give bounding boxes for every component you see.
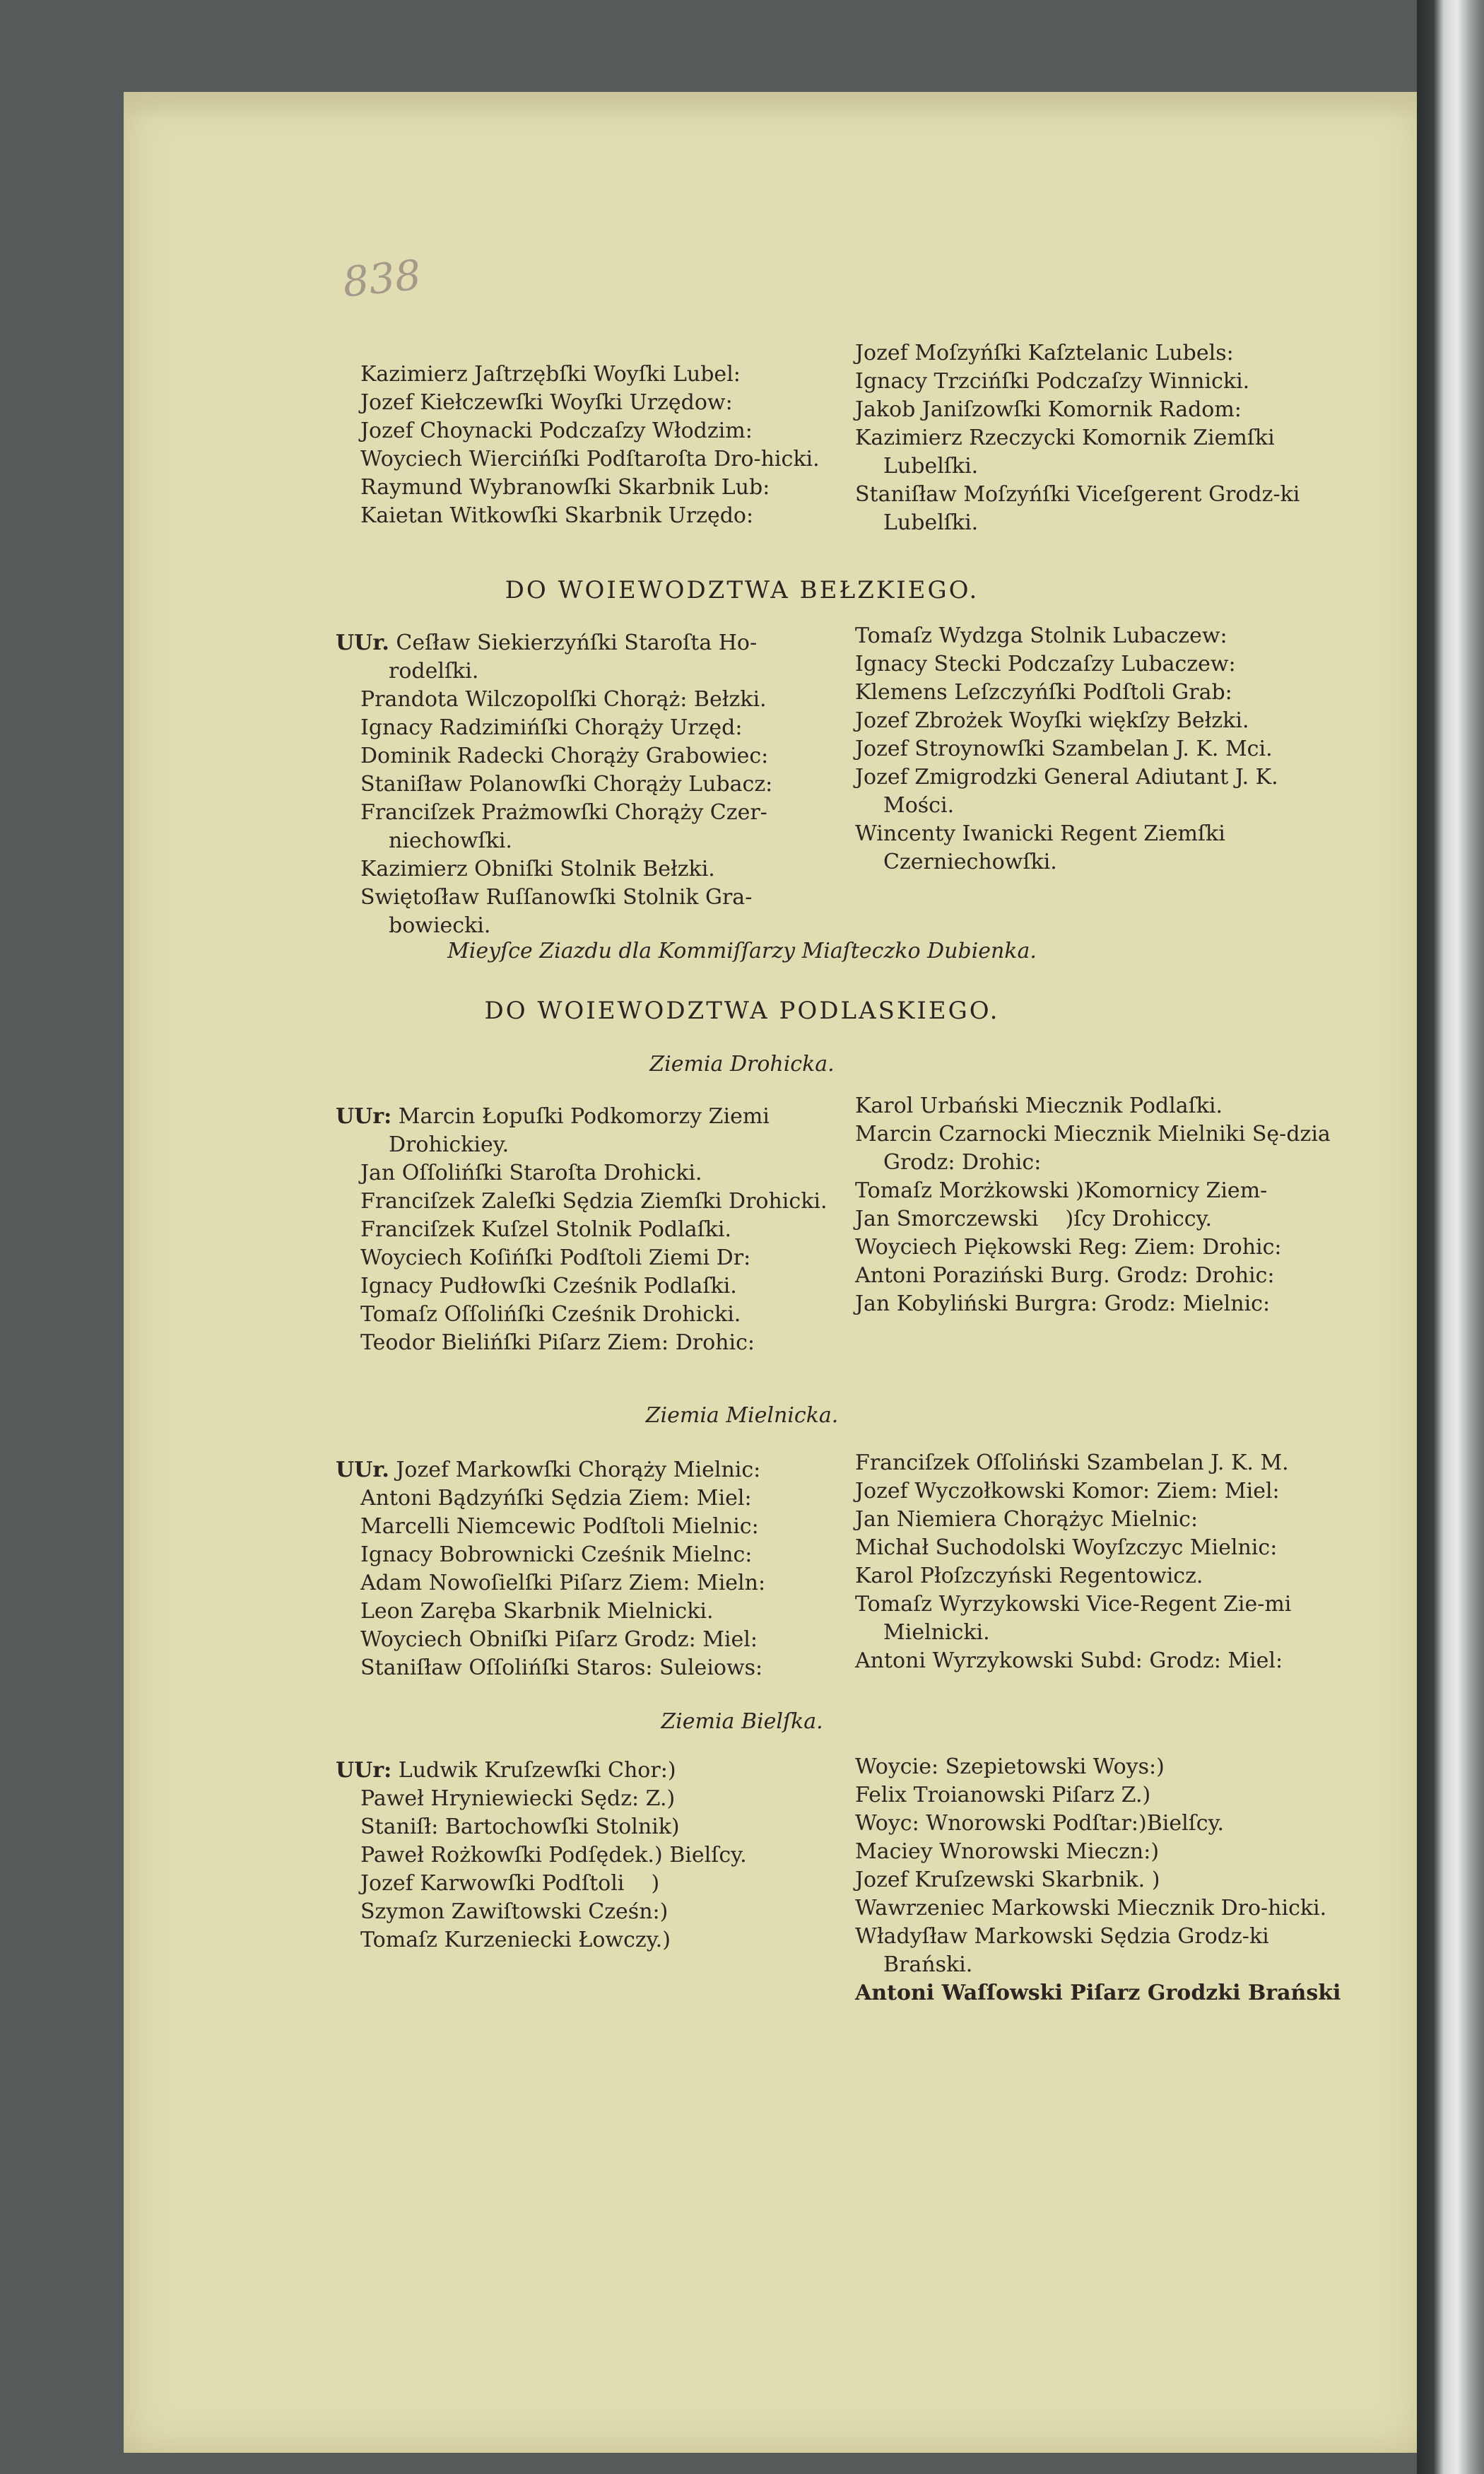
entry: Tomaſz Morżkowski )Komornicy Ziem- bbox=[855, 1178, 1268, 1203]
entry: Woyciech Obniſki Piſarz Grodz: Miel: bbox=[360, 1627, 758, 1652]
belz-left-column bbox=[336, 629, 834, 940]
mielnicka-right-column bbox=[855, 1449, 1336, 1675]
entry: Paweł Hryniewiecki Sędz: Z.) bbox=[360, 1786, 676, 1811]
entry: Antoni Waſſowski Piſarz Grodzki Brański bbox=[855, 1981, 1341, 2005]
entry: Tomaſz Wyrzykowski Vice-Regent Zie-mi Mielnicki. bbox=[855, 1592, 1292, 1645]
entry: Jan Oſſolińſki Staroſta Drohicki. bbox=[360, 1161, 702, 1185]
entry: Jozef Stroynowſki Szambelan J. K. Mci. bbox=[855, 737, 1273, 761]
prefix: UUr. bbox=[336, 631, 389, 655]
entry: Ignacy Stecki Podczaſzy Lubaczew: bbox=[855, 652, 1236, 676]
entry: Staniſław Oſſolińſki Staros: Suleiows: bbox=[360, 1655, 763, 1680]
entry: Kazimierz Rzeczycki Komornik Ziemſki Lubelſki. bbox=[855, 426, 1275, 479]
entry: Kazimierz Obniſki Stolnik Bełzki. bbox=[360, 857, 715, 881]
entry: Jozef Wyczołkowski Komor: Ziem: Miel: bbox=[855, 1479, 1280, 1503]
entry: Franciſzek Oſſoliński Szambelan J. K. M. bbox=[855, 1450, 1289, 1475]
entry: Marcelli Niemcewic Podſtoli Mielnic: bbox=[360, 1514, 759, 1539]
entry: Kaietan Witkowſki Skarbnik Urzędo: bbox=[360, 503, 754, 528]
entry: Leon Zaręba Skarbnik Mielnicki. bbox=[360, 1599, 714, 1624]
lublin-left-column bbox=[360, 360, 834, 530]
entry: Jan Niemiera Chorążyc Mielnic: bbox=[855, 1507, 1199, 1532]
belz-right-column bbox=[855, 622, 1336, 877]
entry: Jozef Moſzyńſki Kaſztelanic Lubels: bbox=[855, 341, 1234, 365]
drohicka-left-column bbox=[336, 1103, 834, 1357]
entry: Marcin Czarnocki Miecznik Mielniki Sę-dzia Grodz: Drohic: bbox=[855, 1122, 1331, 1175]
entry: Felix Troianowski Piſarz Z.) bbox=[855, 1783, 1151, 1807]
entry: Paweł Rożkowſki Podſędek.) Bielſcy. bbox=[360, 1843, 747, 1868]
subsection-title-drohicka: Ziemia Drohicka. bbox=[649, 1052, 835, 1077]
entry: Tomaſz Wydzga Stolnik Lubaczew: bbox=[855, 623, 1227, 648]
entry: Wawrzeniec Markowski Miecznik Dro-hicki. bbox=[855, 1896, 1327, 1921]
entry: Ignacy Pudłowſki Cześnik Podlaſki. bbox=[360, 1274, 737, 1298]
entry: Antoni Poraziński Burg. Grodz: Drohic: bbox=[855, 1263, 1275, 1288]
drohicka-right-column bbox=[855, 1092, 1336, 1318]
entry: Michał Suchodolski Woyſzczyc Mielnic: bbox=[855, 1535, 1278, 1560]
entry: Franciſzek Zaleſki Sędzia Ziemſki Drohicki. bbox=[360, 1189, 828, 1214]
entry: Jozef Zbrożek Woyſki więkſzy Bełzki. bbox=[855, 708, 1249, 733]
entry: Władyſław Markowski Sędzia Grodz-ki Brański. bbox=[855, 1924, 1269, 1977]
entry: Dominik Radecki Chorąży Grabowiec: bbox=[360, 744, 769, 768]
entry: Staniſł: Bartochowſki Stolnik) bbox=[360, 1815, 680, 1839]
entry: Ignacy Bobrownicki Cześnik Mielnc: bbox=[360, 1542, 753, 1567]
lublin-right-column bbox=[855, 339, 1336, 537]
mielnicka-left-column bbox=[336, 1456, 834, 1682]
prefix: UUr: bbox=[336, 1758, 392, 1783]
entry: UUr: Ludwik Kruſzewſki Chor:) bbox=[336, 1758, 676, 1783]
entry: Staniſław Polanowſki Chorąży Lubacz: bbox=[360, 772, 773, 797]
entry: Wincenty Iwanicki Regent Ziemſki Czerniechowſki. bbox=[855, 821, 1225, 874]
group-suffix: Bielſcy. bbox=[1146, 1811, 1225, 1836]
entry: Woycie: Szepietowski Woys:) bbox=[855, 1754, 1165, 1779]
group-suffix: Bielſcy. bbox=[669, 1843, 747, 1868]
entry: Jakob Janiſzowſki Komornik Radom: bbox=[855, 397, 1242, 422]
entry: Woyciech Koſińſki Podſtoli Ziemi Dr: bbox=[360, 1245, 751, 1270]
subsection-title-mielnicka: Ziemia Mielnicka. bbox=[645, 1403, 839, 1428]
assembly-note: Mieyſce Ziazdu dla Kommiſſarzy Miaſteczko Dubienka. bbox=[447, 939, 1037, 963]
entry: Woyc: Wnorowski Podſtar:)Bielſcy. bbox=[855, 1811, 1225, 1836]
entry: Woyciech Piękowski Reg: Ziem: Drohic: bbox=[855, 1235, 1282, 1260]
entry: Prandota Wilczopolſki Chorąż: Bełzki. bbox=[360, 687, 767, 712]
entry: Jan Smorczewski )ſcy Drohiccy. bbox=[855, 1207, 1213, 1231]
entry: Szymon Zawiſtowski Cześn:) bbox=[360, 1899, 669, 1924]
entry: Tomaſz Oſſolińſki Cześnik Drohicki. bbox=[360, 1302, 741, 1327]
prefix: UUr: bbox=[336, 1104, 392, 1129]
entry: Staniſław Moſzyńſki Viceſgerent Grodz-ki Lubelſki. bbox=[855, 482, 1300, 535]
entry: Adam Nowoſielſki Piſarz Ziem: Mieln: bbox=[360, 1571, 766, 1595]
entry: Jozef Zmigrodzki General Adiutant J. K. Mości. bbox=[855, 765, 1278, 818]
entry: Raymund Wybranowſki Skarbnik Lub: bbox=[360, 475, 770, 500]
entry: UUr: Marcin Łopuſki Podkomorzy Ziemi Drohickiey. bbox=[336, 1104, 770, 1157]
entry: Tomaſz Kurzeniecki Łowczy.) bbox=[360, 1928, 671, 1952]
entry: Kazimierz Jaſtrzębſki Woyſki Lubel: bbox=[360, 362, 741, 387]
entry: Teodor Bielińſki Piſarz Ziem: Drohic: bbox=[360, 1330, 755, 1355]
entry: Antoni Wyrzykowski Subd: Grodz: Miel: bbox=[855, 1648, 1283, 1673]
entry: Swiętoſław Ruſſanowſki Stolnik Gra-bowiecki. bbox=[360, 885, 753, 938]
entry: Ignacy Trzcińſki Podczaſzy Winnicki. bbox=[855, 369, 1250, 394]
prefix: UUr. bbox=[336, 1458, 389, 1482]
entry: Karol Płoſzczyński Regentowicz. bbox=[855, 1564, 1203, 1588]
book-binding bbox=[1417, 0, 1484, 2474]
entry: Karol Urbański Miecznik Podlaſki. bbox=[855, 1094, 1223, 1118]
subsection-title-bielska: Ziemia Bielſka. bbox=[661, 1709, 823, 1734]
page-number: 838 bbox=[340, 250, 423, 307]
entry: Maciey Wnorowski Mieczn:) bbox=[855, 1839, 1160, 1864]
entry: UUr. Jozef Markowſki Chorąży Mielnic: bbox=[336, 1458, 761, 1482]
entry: Jozef Choynacki Podczaſzy Włodzim: bbox=[360, 418, 753, 443]
entry: Franciſzek Prażmowſki Chorąży Czer-niechowſki. bbox=[360, 800, 767, 853]
entry: Jozef Kiełczewſki Woyſki Urzędow: bbox=[360, 390, 733, 415]
entry: Jozef Kruſzewski Skarbnik. ) bbox=[855, 1868, 1160, 1892]
entry: Jan Kobyliński Burgra: Grodz: Mielnic: bbox=[855, 1291, 1271, 1316]
bielska-left-column bbox=[336, 1757, 799, 1954]
entry: Antoni Bądzyńſki Sędzia Ziem: Miel: bbox=[360, 1486, 752, 1511]
entry: Ignacy Radzimińſki Chorąży Urzęd: bbox=[360, 715, 743, 740]
section-heading-belz: DO WOIEWODZTWA BEŁZKIEGO. bbox=[505, 576, 979, 604]
bielska-right-column bbox=[855, 1753, 1341, 2007]
entry: Jozef Karwowſki Podſtoli ) bbox=[360, 1871, 660, 1896]
entry: Woyciech Wiercińſki Podſtaroſta Dro-hicki. bbox=[360, 447, 820, 471]
section-heading-podlasie: DO WOIEWODZTWA PODLASKIEGO. bbox=[484, 997, 1000, 1025]
page-edge-shadow bbox=[124, 92, 1424, 120]
entry: Klemens Leſzczyńſki Podſtoli Grab: bbox=[855, 680, 1232, 705]
entry: Franciſzek Kuſzel Stolnik Podlaſki. bbox=[360, 1217, 732, 1242]
entry: UUr. Ceſław Siekierzyńſki Staroſta Ho-rodelſki. bbox=[336, 631, 758, 684]
